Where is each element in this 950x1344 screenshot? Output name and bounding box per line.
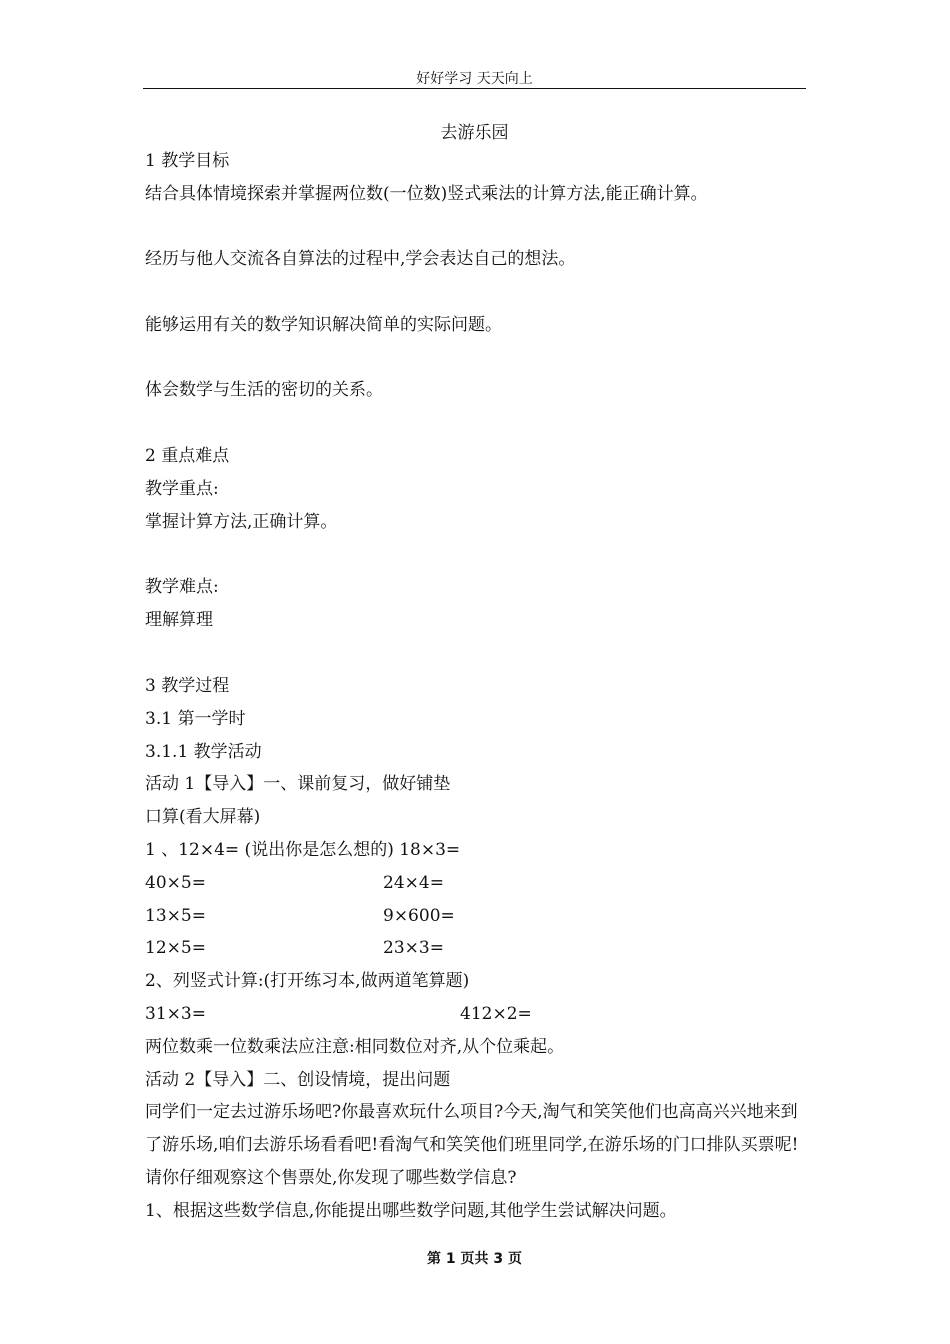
calc-right-1: 24×4= (383, 873, 444, 893)
section-heading-keypoints: 2 重点难点 (145, 446, 230, 466)
objective-1: 结合具体情境探索并掌握两位数(一位数)竖式乘法的计算方法,能正确计算。 (145, 184, 708, 204)
subsection-first-lesson: 3.1 第一学时 (145, 709, 246, 729)
calc-right-2: 9×600= (383, 906, 455, 926)
calc-left-3: 12×5= (145, 938, 206, 958)
calc-left-1: 40×5= (145, 873, 206, 893)
activity-2-title: 活动 2【导入】二、创设情境，提出问题 (145, 1070, 451, 1090)
activity-2-paragraph: 同学们一定去过游乐场吧?你最喜欢玩什么项目?今天,淘气和笑笑他们也高高兴兴地来到了游乐场,咱们去游乐场看看吧!看淘气和笑笑他们班里同学,在游乐场的门口排队买票呢!请你仔细观察这个售票处,你发现了哪些数学信息? (145, 1102, 799, 1188)
activity-1-title: 活动 1【导入】一、课前复习，做好铺垫 (145, 774, 451, 794)
subsection-activities: 3.1.1 教学活动 (145, 742, 262, 762)
objective-3: 能够运用有关的数学知识解决简单的实际问题。 (145, 315, 502, 335)
section-heading-objectives: 1 教学目标 (145, 151, 230, 171)
objective-4: 体会数学与生活的密切的关系。 (145, 380, 383, 400)
objective-2: 经历与他人交流各自算法的过程中,学会表达自己的想法。 (145, 249, 576, 269)
activity-2-question-1: 1、根据这些数学信息,你能提出哪些数学问题,其他学生尝试解决问题。 (145, 1201, 677, 1221)
calc-left-2: 13×5= (145, 906, 206, 926)
section-heading-process: 3 教学过程 (145, 676, 230, 696)
key-point-label: 教学重点: (145, 479, 219, 499)
page-header: 好好学习 天天向上 (416, 71, 533, 87)
page-footer: 第 1 页共 3 页 (427, 1251, 522, 1267)
oral-calc-label: 口算(看大屏幕) (145, 807, 261, 827)
difficulty-text: 理解算理 (145, 610, 213, 630)
multiplication-note: 两位数乘一位数乘法应注意:相同数位对齐,从个位乘起。 (145, 1037, 565, 1057)
difficulty-label: 教学难点: (145, 577, 219, 597)
vertical-calc-left: 31×3= (145, 1004, 206, 1024)
vertical-calc-right: 412×2= (460, 1004, 532, 1024)
document-title: 去游乐园 (440, 123, 509, 143)
oral-calc-q1: 1 、12×4= (说出你是怎么想的) 18×3= (145, 840, 461, 860)
key-point-text: 掌握计算方法,正确计算。 (145, 512, 338, 532)
header-rule (143, 88, 806, 89)
calc-right-3: 23×3= (383, 938, 444, 958)
vertical-calc-instruction: 2、列竖式计算:(打开练习本,做两道笔算题) (145, 971, 470, 991)
